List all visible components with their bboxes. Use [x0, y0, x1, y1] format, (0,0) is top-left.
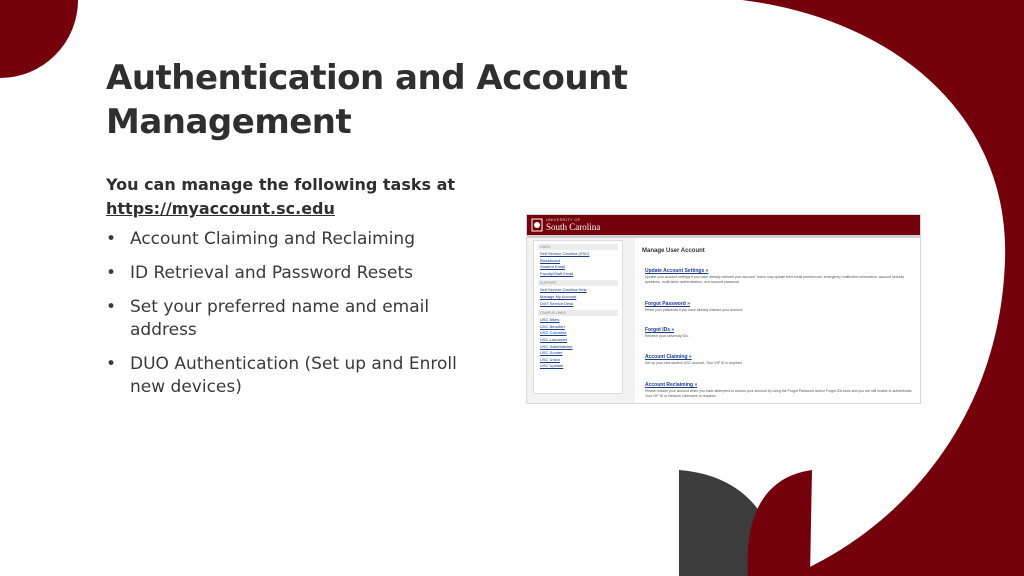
sidebar-link[interactable]: USC Lancaster — [540, 336, 568, 342]
sidebar-link[interactable]: USC Sumter — [540, 350, 563, 356]
corner-circle-shape — [0, 0, 78, 78]
sidebar-link[interactable]: Blackboard — [540, 257, 561, 263]
forgot-password-link[interactable]: Forgot Password » — [645, 301, 691, 307]
update-settings-link[interactable]: Update Account Settings » — [645, 268, 709, 274]
sidebar-link[interactable]: USC Columbia — [540, 330, 567, 336]
bullet-glyph: • — [106, 297, 117, 317]
header-university-name: South Carolina — [546, 222, 601, 232]
list-item — [106, 262, 496, 285]
list-item — [106, 353, 496, 399]
sidebar-link[interactable]: Student Email — [540, 264, 565, 270]
section-description: Reset your password if you have already claimed your account. — [645, 308, 744, 312]
sidebar-link[interactable]: USC Upstate — [540, 363, 564, 369]
manage-account-title: Manage User Account — [642, 248, 705, 254]
myaccount-link[interactable]: https://myaccount.sc.edu — [106, 199, 335, 218]
sidebar-link[interactable]: DoIT Service Desk — [540, 300, 574, 306]
section-update-settings — [645, 268, 917, 285]
section-description: Set up your new student USC account. Your VIP ID is required. — [645, 361, 743, 365]
myaccount-screenshot — [527, 215, 920, 403]
slide-title — [106, 56, 706, 144]
section-forgot-password — [645, 301, 917, 313]
sidebar-link[interactable]: USC Beaufort — [540, 323, 565, 329]
title-line-1: Authentication and Account — [106, 58, 628, 98]
section-description: Update your account settings if you have already claimed your account. Users may update their email preferences, emergency notification information, account security questions, multi-factor authentication, and account password. — [645, 275, 905, 284]
header-university-of: UNIVERSITY OF — [546, 217, 581, 222]
forgot-ids-link[interactable]: Forgot IDs » — [645, 327, 675, 333]
list-item-text: ID Retrieval and Password Resets — [130, 263, 413, 283]
sidebar-link[interactable]: USC Union — [540, 356, 561, 362]
task-list — [106, 228, 496, 410]
list-item-text: Set your preferred name and email address — [130, 297, 430, 340]
title-line-2: Management — [106, 102, 352, 142]
bullet-glyph: • — [106, 229, 117, 249]
list-item — [106, 296, 496, 342]
section-account-reclaiming — [645, 382, 917, 399]
bullet-glyph: • — [106, 263, 117, 283]
list-item-text: Account Claiming and Reclaiming — [130, 229, 415, 249]
intro-text: You can manage the following tasks at — [106, 175, 456, 194]
section-forgot-ids — [645, 327, 917, 339]
sidebar-heading: SUPPORT — [538, 280, 618, 286]
sidebar-heading: LINKS — [538, 244, 618, 250]
sidebar-link[interactable]: USC Aiken — [540, 317, 560, 323]
sidebar-link[interactable]: Self Service Carolina Help — [540, 287, 587, 293]
sidebar-link[interactable]: Manage My Account — [540, 293, 577, 299]
account-reclaiming-link[interactable]: Account Reclaiming » — [645, 382, 698, 388]
usc-header-bar — [527, 215, 920, 235]
bullet-glyph: • — [106, 354, 117, 374]
account-claiming-link[interactable]: Account Claiming » — [645, 354, 692, 360]
screenshot-main-panel — [635, 238, 920, 403]
intro-paragraph — [106, 173, 506, 221]
garnet-leaf-shape — [748, 470, 812, 576]
sidebar-link[interactable]: USC Salkehatchie — [540, 343, 573, 349]
usc-seal-icon — [531, 218, 543, 232]
sidebar-link[interactable]: Faculty/Staff Email — [540, 270, 574, 276]
section-description: Retrieve your university IDs. — [645, 334, 689, 338]
sidebar-link[interactable]: Self Service Carolina (SSC) — [540, 251, 590, 256]
list-item-text: DUO Authentication (Set up and Enroll new devices) — [130, 354, 457, 397]
screenshot-sidebar — [533, 240, 623, 394]
sidebar-heading: CAMPUS LINKS — [538, 310, 618, 316]
section-description: Please reclaim your account when you have attempted to access your account by using the Forgot Password and/or Forgot IDs tools and you are still unable to authenticate. Your VIP ID or Network Username is required. — [645, 389, 913, 398]
list-item — [106, 228, 496, 251]
section-account-claiming — [645, 354, 917, 366]
